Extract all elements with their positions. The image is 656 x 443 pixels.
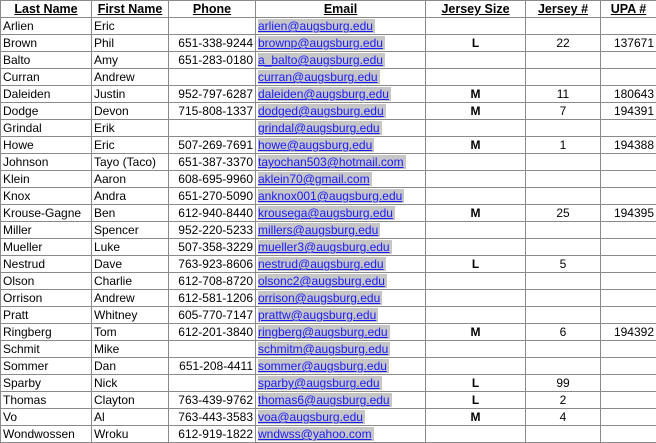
cell-email xyxy=(256,171,426,188)
cell-last-name: Dodge xyxy=(1,103,92,120)
cell-jersey-number: 4 xyxy=(526,409,601,426)
cell-upa-number xyxy=(601,358,656,375)
table-row xyxy=(1,52,656,69)
header-last-name: Last Name xyxy=(1,1,92,18)
cell-first-name: Whitney xyxy=(92,307,169,324)
table-row xyxy=(1,154,656,171)
table-row xyxy=(1,103,656,120)
cell-upa-number xyxy=(601,69,656,86)
cell-jersey-size xyxy=(426,341,526,358)
email-link[interactable]: nestrud@augsburg.edu xyxy=(258,257,384,271)
cell-email xyxy=(256,205,426,222)
cell-first-name: Andrew xyxy=(92,69,169,86)
email-link[interactable]: orrison@augsburg.edu xyxy=(258,291,381,305)
table-row xyxy=(1,426,656,443)
cell-jersey-number xyxy=(526,69,601,86)
cell-last-name: Thomas xyxy=(1,392,92,409)
cell-first-name: Tayo (Taco) xyxy=(92,154,169,171)
cell-email xyxy=(256,239,426,256)
cell-jersey-size: M xyxy=(426,324,526,341)
cell-upa-number xyxy=(601,18,656,35)
cell-phone: 952-220-5233 xyxy=(169,222,256,239)
cell-email xyxy=(256,273,426,290)
cell-phone: 612-940-8440 xyxy=(169,205,256,222)
header-row xyxy=(1,1,656,18)
email-link[interactable]: anknox001@augsburg.edu xyxy=(258,189,403,203)
table-row xyxy=(1,273,656,290)
cell-first-name: Aaron xyxy=(92,171,169,188)
email-link[interactable]: schmitm@augsburg.edu xyxy=(258,342,389,356)
cell-email xyxy=(256,18,426,35)
cell-phone xyxy=(169,375,256,392)
cell-jersey-size xyxy=(426,358,526,375)
cell-first-name: Devon xyxy=(92,103,169,120)
cell-email xyxy=(256,290,426,307)
table-row xyxy=(1,120,656,137)
cell-email xyxy=(256,375,426,392)
cell-jersey-number xyxy=(526,222,601,239)
cell-last-name: Sparby xyxy=(1,375,92,392)
cell-phone: 507-358-3229 xyxy=(169,239,256,256)
cell-phone: 612-201-3840 xyxy=(169,324,256,341)
cell-phone: 612-708-8720 xyxy=(169,273,256,290)
cell-jersey-size: M xyxy=(426,137,526,154)
table-row xyxy=(1,205,656,222)
cell-upa-number xyxy=(601,171,656,188)
cell-jersey-size: L xyxy=(426,375,526,392)
cell-upa-number xyxy=(601,239,656,256)
cell-email xyxy=(256,120,426,137)
cell-jersey-size xyxy=(426,239,526,256)
cell-last-name: Miller xyxy=(1,222,92,239)
cell-jersey-number xyxy=(526,52,601,69)
cell-jersey-number: 5 xyxy=(526,256,601,273)
cell-phone: 651-208-4411 xyxy=(169,358,256,375)
email-link[interactable]: brownp@augsburg.edu xyxy=(258,36,383,50)
cell-jersey-size: L xyxy=(426,256,526,273)
cell-last-name: Pratt xyxy=(1,307,92,324)
cell-first-name: Justin xyxy=(92,86,169,103)
cell-phone: 612-581-1206 xyxy=(169,290,256,307)
table-row xyxy=(1,222,656,239)
cell-upa-number xyxy=(601,52,656,69)
cell-email xyxy=(256,324,426,341)
cell-email xyxy=(256,409,426,426)
cell-first-name: Andra xyxy=(92,188,169,205)
cell-upa-number xyxy=(601,409,656,426)
cell-email xyxy=(256,307,426,324)
cell-email xyxy=(256,137,426,154)
cell-first-name: Eric xyxy=(92,18,169,35)
cell-jersey-number: 2 xyxy=(526,392,601,409)
table-row xyxy=(1,392,656,409)
cell-first-name: Wroku xyxy=(92,426,169,443)
cell-upa-number xyxy=(601,341,656,358)
cell-jersey-size xyxy=(426,171,526,188)
cell-last-name: Orrison xyxy=(1,290,92,307)
cell-phone xyxy=(169,341,256,358)
cell-jersey-size xyxy=(426,52,526,69)
cell-email xyxy=(256,358,426,375)
cell-jersey-number: 11 xyxy=(526,86,601,103)
cell-email xyxy=(256,222,426,239)
cell-email xyxy=(256,188,426,205)
cell-jersey-number: 99 xyxy=(526,375,601,392)
email-link[interactable]: wndwss@yahoo.com xyxy=(258,427,372,441)
table-row xyxy=(1,358,656,375)
email-link[interactable]: olsonc2@augsburg.edu xyxy=(258,274,385,288)
email-link[interactable]: voa@augsburg.edu xyxy=(258,410,363,424)
table-row xyxy=(1,256,656,273)
cell-first-name: Dan xyxy=(92,358,169,375)
table-row xyxy=(1,69,656,86)
cell-jersey-number xyxy=(526,273,601,290)
cell-last-name: Olson xyxy=(1,273,92,290)
cell-jersey-number: 6 xyxy=(526,324,601,341)
email-link[interactable]: sommer@augsburg.edu xyxy=(258,359,387,373)
cell-upa-number: 194392 xyxy=(601,324,656,341)
table-row xyxy=(1,290,656,307)
cell-last-name: Arlien xyxy=(1,18,92,35)
cell-upa-number xyxy=(601,120,656,137)
cell-jersey-number xyxy=(526,358,601,375)
cell-phone: 952-797-6287 xyxy=(169,86,256,103)
email-link[interactable]: grindal@augsburg.edu xyxy=(258,121,380,135)
cell-phone: 763-923-8606 xyxy=(169,256,256,273)
cell-first-name: Ben xyxy=(92,205,169,222)
cell-upa-number: 194388 xyxy=(601,137,656,154)
email-link[interactable]: arlien@augsburg.edu xyxy=(258,19,373,33)
email-link[interactable]: a_balto@augsburg.edu xyxy=(258,53,383,67)
cell-email xyxy=(256,35,426,52)
cell-phone: 763-443-3583 xyxy=(169,409,256,426)
cell-last-name: Brown xyxy=(1,35,92,52)
cell-jersey-number xyxy=(526,239,601,256)
cell-last-name: Knox xyxy=(1,188,92,205)
cell-upa-number xyxy=(601,154,656,171)
cell-jersey-size xyxy=(426,307,526,324)
email-link[interactable]: sparby@augsburg.edu xyxy=(258,376,380,390)
cell-first-name: Erik xyxy=(92,120,169,137)
cell-jersey-size xyxy=(426,290,526,307)
cell-jersey-number xyxy=(526,290,601,307)
cell-last-name: Krouse-Gagne xyxy=(1,205,92,222)
cell-email xyxy=(256,103,426,120)
cell-jersey-size xyxy=(426,222,526,239)
table-row xyxy=(1,375,656,392)
cell-phone: 651-338-9244 xyxy=(169,35,256,52)
cell-jersey-number xyxy=(526,18,601,35)
table-row xyxy=(1,239,656,256)
cell-upa-number: 194395 xyxy=(601,205,656,222)
cell-last-name: Klein xyxy=(1,171,92,188)
header-jersey-number: Jersey # xyxy=(526,1,601,18)
cell-last-name: Howe xyxy=(1,137,92,154)
cell-phone: 715-808-1337 xyxy=(169,103,256,120)
cell-jersey-size: M xyxy=(426,409,526,426)
email-link[interactable]: thomas6@augsburg.edu xyxy=(258,393,390,407)
cell-upa-number xyxy=(601,273,656,290)
cell-first-name: Spencer xyxy=(92,222,169,239)
cell-phone: 651-387-3370 xyxy=(169,154,256,171)
cell-first-name: Tom xyxy=(92,324,169,341)
cell-phone: 763-439-9762 xyxy=(169,392,256,409)
cell-jersey-number xyxy=(526,154,601,171)
header-phone: Phone xyxy=(169,1,256,18)
header-first-name: First Name xyxy=(92,1,169,18)
cell-first-name: Luke xyxy=(92,239,169,256)
cell-jersey-number: 1 xyxy=(526,137,601,154)
cell-upa-number xyxy=(601,188,656,205)
cell-upa-number xyxy=(601,375,656,392)
cell-upa-number xyxy=(601,290,656,307)
cell-upa-number xyxy=(601,307,656,324)
cell-last-name: Ringberg xyxy=(1,324,92,341)
cell-jersey-number: 25 xyxy=(526,205,601,222)
table-row xyxy=(1,171,656,188)
table-row xyxy=(1,86,656,103)
cell-upa-number: 194391 xyxy=(601,103,656,120)
cell-first-name: Al xyxy=(92,409,169,426)
cell-jersey-size xyxy=(426,188,526,205)
cell-jersey-number: 7 xyxy=(526,103,601,120)
cell-first-name: Nick xyxy=(92,375,169,392)
table-row xyxy=(1,307,656,324)
cell-last-name: Vo xyxy=(1,409,92,426)
table-row xyxy=(1,341,656,358)
cell-phone: 507-269-7691 xyxy=(169,137,256,154)
cell-first-name: Phil xyxy=(92,35,169,52)
cell-last-name: Nestrud xyxy=(1,256,92,273)
cell-jersey-number xyxy=(526,120,601,137)
email-link[interactable]: aklein70@gmail.com xyxy=(258,172,370,186)
cell-last-name: Grindal xyxy=(1,120,92,137)
cell-jersey-number: 22 xyxy=(526,35,601,52)
cell-last-name: Johnson xyxy=(1,154,92,171)
email-link[interactable]: ringberg@augsburg.edu xyxy=(258,325,388,339)
cell-phone: 651-283-0180 xyxy=(169,52,256,69)
cell-phone: 651-270-5090 xyxy=(169,188,256,205)
cell-jersey-size xyxy=(426,426,526,443)
cell-upa-number xyxy=(601,426,656,443)
email-link[interactable]: dodged@augsburg.edu xyxy=(258,104,384,118)
cell-phone: 608-695-9960 xyxy=(169,171,256,188)
cell-jersey-size: M xyxy=(426,205,526,222)
cell-email xyxy=(256,69,426,86)
cell-jersey-size xyxy=(426,154,526,171)
email-link[interactable]: howe@augsburg.edu xyxy=(258,138,373,152)
cell-email xyxy=(256,154,426,171)
cell-last-name: Sommer xyxy=(1,358,92,375)
cell-jersey-number xyxy=(526,307,601,324)
cell-phone xyxy=(169,69,256,86)
roster-body xyxy=(1,18,656,443)
email-link[interactable]: tayochan503@hotmail.com xyxy=(258,155,404,169)
cell-upa-number xyxy=(601,256,656,273)
email-link[interactable]: millers@augsburg.edu xyxy=(258,223,379,237)
cell-email xyxy=(256,52,426,69)
cell-jersey-size xyxy=(426,18,526,35)
table-row xyxy=(1,137,656,154)
cell-jersey-size: L xyxy=(426,35,526,52)
cell-upa-number xyxy=(601,392,656,409)
cell-last-name: Mueller xyxy=(1,239,92,256)
cell-phone xyxy=(169,120,256,137)
cell-last-name: Schmit xyxy=(1,341,92,358)
cell-email xyxy=(256,86,426,103)
cell-first-name: Eric xyxy=(92,137,169,154)
cell-last-name: Daleiden xyxy=(1,86,92,103)
email-link[interactable]: krousega@augsburg.edu xyxy=(258,206,393,220)
cell-email xyxy=(256,426,426,443)
header-email: Email xyxy=(256,1,426,18)
cell-first-name: Amy xyxy=(92,52,169,69)
cell-jersey-number xyxy=(526,426,601,443)
cell-jersey-number xyxy=(526,171,601,188)
cell-jersey-size xyxy=(426,120,526,137)
cell-upa-number: 180643 xyxy=(601,86,656,103)
cell-first-name: Andrew xyxy=(92,290,169,307)
email-link[interactable]: prattw@augsburg.edu xyxy=(258,308,377,322)
table-row xyxy=(1,409,656,426)
cell-last-name: Wondwossen xyxy=(1,426,92,443)
table-row xyxy=(1,35,656,52)
cell-jersey-size: L xyxy=(426,392,526,409)
email-link[interactable]: curran@augsburg.edu xyxy=(258,70,378,84)
cell-jersey-number xyxy=(526,341,601,358)
cell-phone: 605-770-7147 xyxy=(169,307,256,324)
email-link[interactable]: mueller3@augsburg.edu xyxy=(258,240,390,254)
cell-last-name: Balto xyxy=(1,52,92,69)
cell-jersey-size: M xyxy=(426,103,526,120)
cell-upa-number: 137671 xyxy=(601,35,656,52)
cell-phone: 612-919-1822 xyxy=(169,426,256,443)
cell-jersey-size xyxy=(426,69,526,86)
cell-first-name: Charlie xyxy=(92,273,169,290)
cell-first-name: Clayton xyxy=(92,392,169,409)
cell-email xyxy=(256,341,426,358)
header-upa-number: UPA # xyxy=(601,1,656,18)
cell-jersey-size xyxy=(426,273,526,290)
cell-first-name: Mike xyxy=(92,341,169,358)
cell-phone xyxy=(169,18,256,35)
header-jersey-size: Jersey Size xyxy=(426,1,526,18)
cell-last-name: Curran xyxy=(1,69,92,86)
table-row xyxy=(1,324,656,341)
table-row xyxy=(1,188,656,205)
cell-jersey-number xyxy=(526,188,601,205)
cell-jersey-size: M xyxy=(426,86,526,103)
cell-upa-number xyxy=(601,222,656,239)
cell-first-name: Dave xyxy=(92,256,169,273)
table-row xyxy=(1,18,656,35)
email-link[interactable]: daleiden@augsburg.edu xyxy=(258,87,389,101)
cell-email xyxy=(256,392,426,409)
cell-email xyxy=(256,256,426,273)
